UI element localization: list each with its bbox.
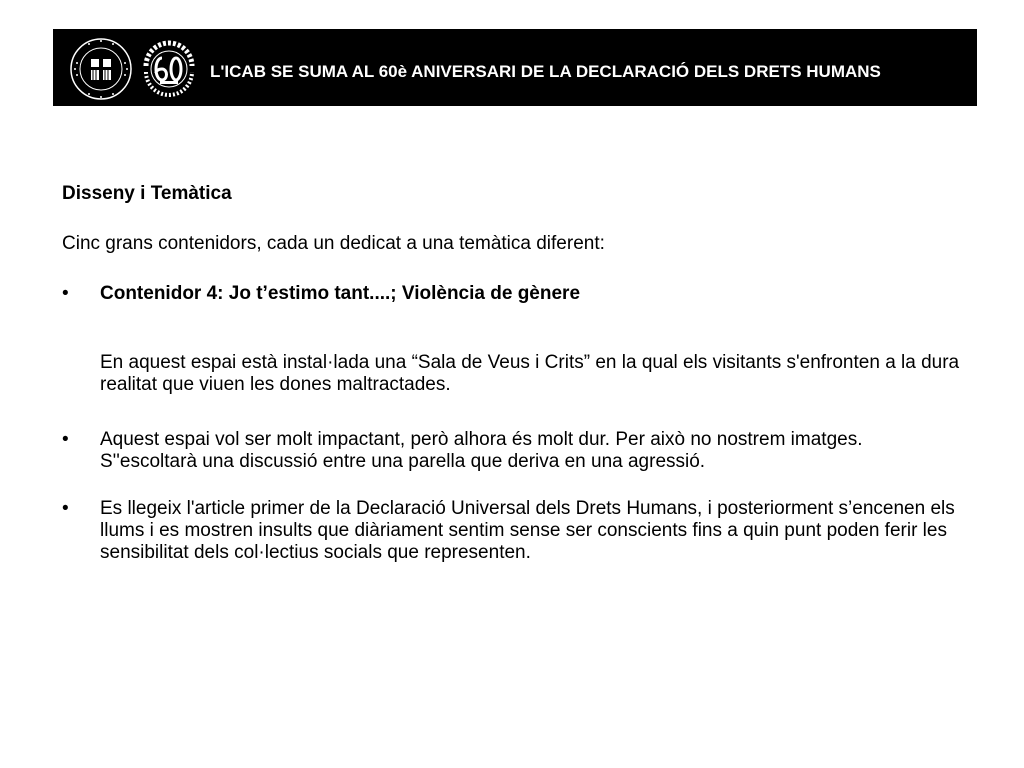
icab-seal-logo-icon — [69, 37, 133, 101]
section-title: Disseny i Temàtica — [62, 183, 232, 204]
bullet-item-2: Aquest espai vol ser molt impactant, però alhora és molt dur. Per això no nostrem imatges. S''escoltarà una discussió entre una parella que deriva en una agressió. — [100, 429, 863, 472]
bullet-marker: • — [62, 429, 69, 450]
60-anys-logo-icon — [142, 36, 196, 102]
bullet-item-1: Contenidor 4: Jo t’estimo tant....; Violència de gènere — [100, 283, 581, 304]
indented-paragraph: En aquest espai està instal·lada una “Sala de Veus i Crits” en la qual els visitants s'enfronten a la dura realitat que viuen les dones maltractades. — [100, 352, 960, 395]
header-title: L'ICAB SE SUMA AL 60è ANIVERSARI DE LA DECLARACIÓ DELS DRETS HUMANS — [210, 62, 881, 81]
bullet-marker: • — [62, 283, 69, 304]
bullet-item-3: Es llegeix l'article primer de la Declaració Universal dels Drets Humans, i posteriorment s’encenen els llums i es mostren insults que diàriament sentim sense ser conscients fins a quin punt poden ferir les sensibilitat dels col·lectius socials que representen. — [100, 498, 955, 563]
intro-text: Cinc grans contenidors, cada un dedicat a una temàtica diferent: — [62, 233, 605, 254]
bullet-marker: • — [62, 498, 69, 519]
